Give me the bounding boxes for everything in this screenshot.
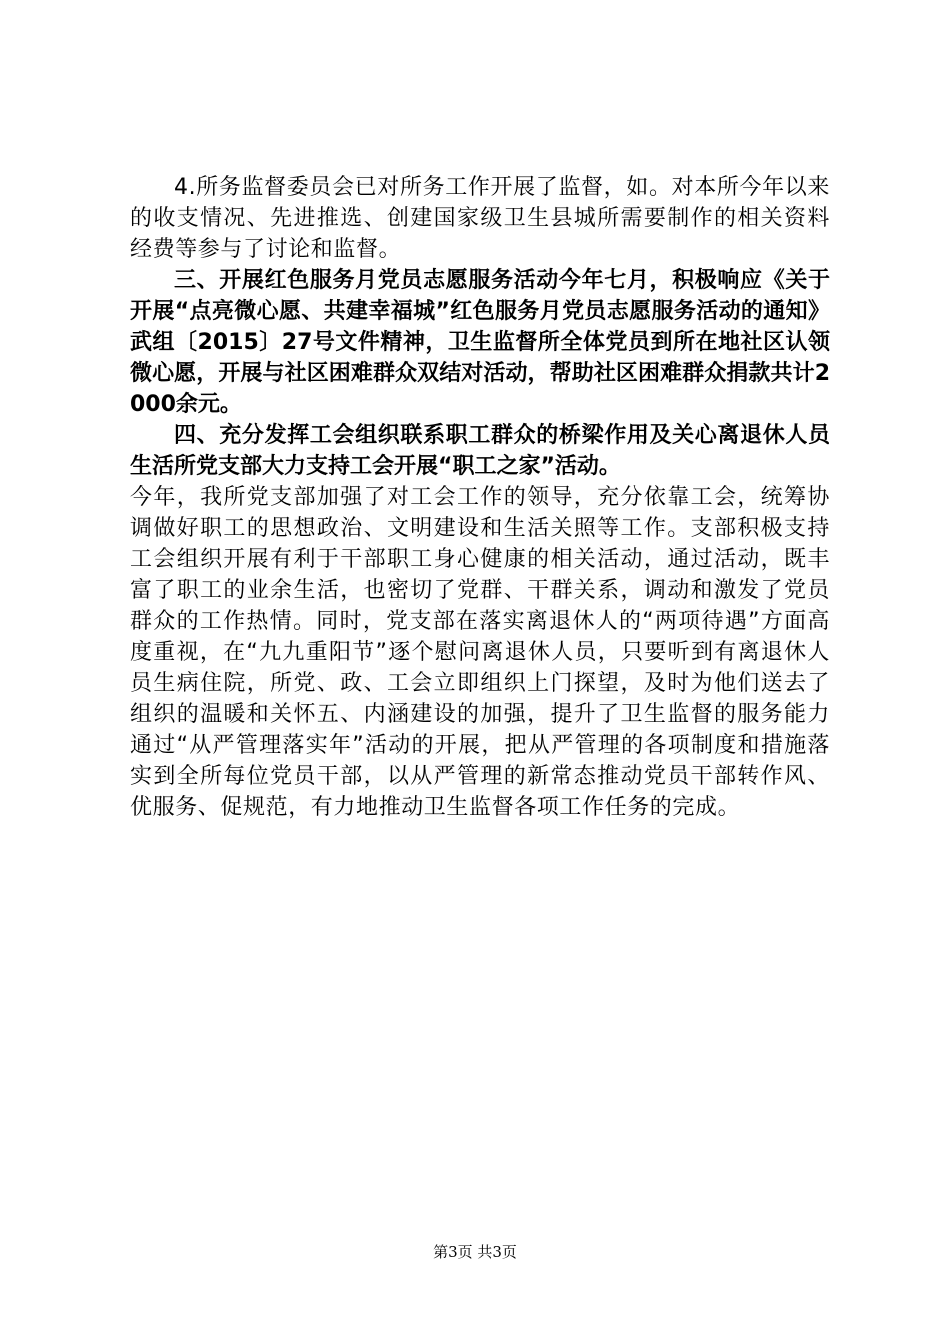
paragraph-section-3: 三、开展红色服务月党员志愿服务活动今年七月，积极响应《关于开展“点亮微心愿、共建幸福城”红色服务月党员志愿服务活动的通知》武组〔2015〕27号文件精神，卫生监督所全体党员到所在地社区认领微心愿，开展与社区困难群众双结对活动，帮助社区困难群众捐款共计2000余元。 [130, 268, 830, 417]
paragraph-section-4-body: 今年，我所党支部加强了对工会工作的领导，充分依靠工会，统筹协调做好职工的思想政治、文明建设和生活关照等工作。支部积极支持工会组织开展有利于干部职工身心健康的相关活动，通过活动，既丰富了职工的业余生活，也密切了党群、干群关系，调动和激发了党员群众的工作热情。同时，党支部在落实离退休人的“两项待遇”方面高度重视，在“九九重阳节”逐个慰问离退休人员，只要听到有离退休人员生病住院，所党、政、工会立即组织上门探望，及时为他们送去了组织的温暖和关怀五、内涵建设的加强，提升了卫生监督的服务能力通过“从严管理落实年”活动的开展，把从严管理的各项制度和措施落实到全所每位党员干部，以从严管理的新常态推动党员干部转作风、优服务、促规范，有力地推动卫生监督各项工作任务的完成。 [130, 485, 830, 820]
page-footer: 第3页 共3页 [433, 1243, 517, 1261]
document-body [130, 172, 830, 823]
paragraph-section-4-heading: 四、充分发挥工会组织联系职工群众的桥梁作用及关心离退休人员生活所党支部大力支持工会开展“职工之家”活动。 [130, 423, 830, 479]
paragraph-item-4: 4.所务监督委员会已对所务工作开展了监督，如。对本所今年以来的收支情况、先进推选、创建国家级卫生县城所需要制作的相关资料经费等参与了讨论和监督。 [130, 175, 830, 262]
